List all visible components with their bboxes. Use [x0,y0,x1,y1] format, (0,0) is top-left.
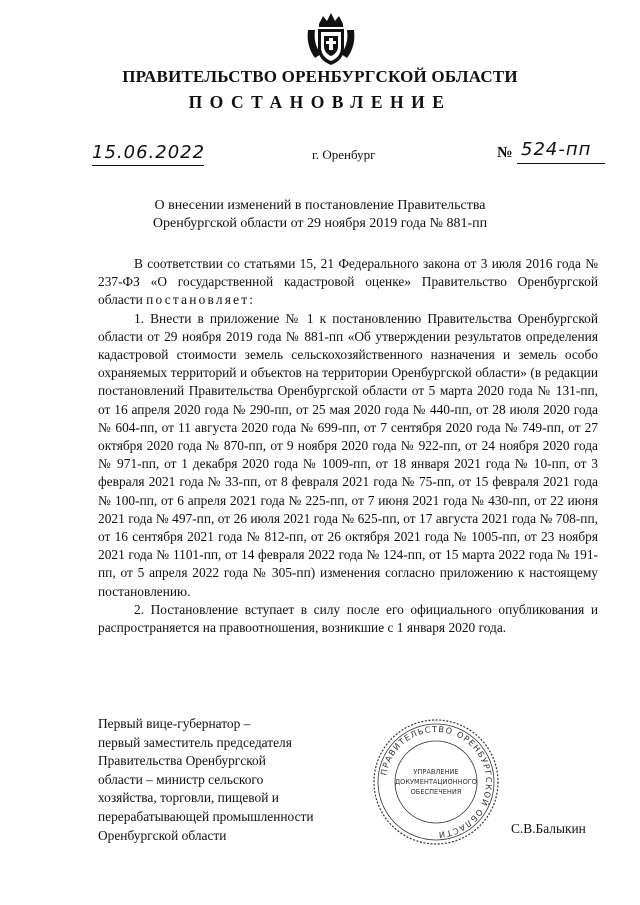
signer-position-line: Оренбургской области [98,827,227,843]
government-title: ПРАВИТЕЛЬСТВО ОРЕНБУРГСКОЙ ОБЛАСТИ [122,67,518,86]
coat-of-arms-icon [305,10,357,68]
signer-position [98,715,368,845]
preamble-text: В соответствии со статьями 15, 21 Федерального закона от 3 июля 2016 года № 237-ФЗ «О государственной кадастровой оценке» Правительство Оренбургской области [98,256,598,308]
signer-position-line: Правительства Оренбургской [98,753,266,769]
item-2-paragraph: 2. Постановление вступает в силу после его официального опубликования и распространяется на правоотношения, возникшие с 1 января 2020 года. [98,601,598,636]
official-seal-icon [372,718,500,846]
item-1-paragraph: 1. Внести в приложение № 1 к постановлению Правительства Оренбургской области от 29 ноября 2019 года № 881-пп «Об утверждении результатов определения кадастровой стоимости земель сельскохозяйственного назначения и земель особо охраняемых территорий и объектов на территории Оренбургской области» (в редакции постановлений Правительства Оренбургской области от 5 марта 2020 года № 131-пп, от 16 апреля 2020 года № 290-пп, от 25 мая 2020 года № 440-пп, от 28 июля 2020 года № 604-пп, от 11 августа 2020 года № 699-пп, от 7 сентября 2020 года № 749-пп, от 27 октября 2020 года № 870-пп, от 9 ноября 2020 года № 922-пп, от 24 ноября 2020 года № 971-пп, от 1 декабря 2020 года № 1009-пп, от 18 января 2021 года № 10-пп, от 3 февраля 2021 года № 33-пп, от 8 февраля 2021 года № 75-пп, от 15 февраля 2021 года № 100-пп, от 6 апреля 2021 года № 225-пп, от 7 июня 2021 года № 430-пп, от 22 июня 2021 года № 497-пп, от 26 июля 2021 года № 625-пп, от 17 августа 2021 года № 708-пп, от 16 сентября 2021 года № 812-пп, от 26 октября 2021 года № 1005-пп, от 23 ноября 2021 года № 1101-пп, от 14 февраля 2022 года № 124-пп, от 15 марта 2022 года № 191-пп, от 5 апреля 2022 года № 305-пп) изменения согласно приложению к настоящему постановлению. [98,310,598,599]
signer-position-line: перерабатывающей промышленности [98,808,314,824]
document-number-field [497,140,605,166]
seal-center-line-1: УПРАВЛЕНИЕ [413,768,459,776]
subject-line-1: О внесении изменений в постановление Правительства [154,198,486,213]
signer-position-line: первый заместитель председателя [98,734,292,750]
document-number: 524-пп [521,139,592,160]
signer-name: С.В.Балыкин [511,821,586,836]
document-subject [100,197,540,233]
seal-center-line-3: ОБЕСПЕЧЕНИЯ [410,788,462,796]
decree-word: постановляет: [146,292,256,308]
seal-center-line-2: ДОКУМЕНТАЦИОННОГО [395,778,477,786]
subject-line-2: Оренбургской области от 29 ноября 2019 года № 881-пп [152,216,488,231]
signer-position-line: Первый вице-губернатор – [98,716,251,731]
date-underline [92,165,204,166]
document-type-title: ПОСТАНОВЛЕНИЕ [188,92,452,112]
seal-ring-text: ПРАВИТЕЛЬСТВО ОРЕНБУРГСКОЙ ОБЛАСТИ [378,723,495,841]
document-body [98,255,598,637]
signer-position-line: хозяйства, торговли, пищевой и [98,790,279,806]
city-label: г. Оренбург [312,147,376,162]
number-sign: № [497,144,513,161]
signer-position-line: области – министр сельского [98,771,264,787]
preamble-paragraph [98,255,598,310]
document-date: 15.06.2022 [92,142,206,163]
document-date-field [92,142,204,168]
number-underline [517,163,605,164]
